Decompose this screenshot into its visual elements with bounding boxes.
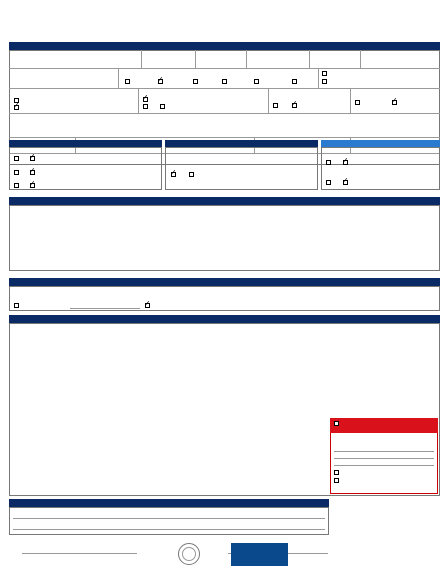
- regsecret-checkbox[interactable]: [322, 71, 327, 76]
- service-nej-checkbox[interactable]: [143, 104, 148, 109]
- kontroll-header: [9, 315, 440, 323]
- system-ja-checkbox[interactable]: [14, 303, 19, 308]
- fuel-diesel-check: ✓: [158, 77, 164, 83]
- service-ja-check: ✓: [143, 95, 149, 101]
- rost-ja-checkbox[interactable]: [14, 183, 19, 188]
- garanti-salj-header: [165, 140, 318, 147]
- timing-nej-check: ✓: [14, 103, 20, 109]
- kondition-box: [9, 205, 440, 271]
- fuel-bensin-checkbox[interactable]: [125, 79, 130, 84]
- service-notdone-checkbox[interactable]: [160, 104, 165, 109]
- nybil-nej-check: ✓: [30, 154, 36, 160]
- noteringar-header: [9, 499, 329, 507]
- uppkop-ja-checkbox[interactable]: [326, 160, 331, 165]
- uppkop2-nej-check: ✓: [343, 178, 349, 184]
- noteringar-box: [9, 507, 329, 535]
- seal-icon: [178, 543, 200, 565]
- fakta-header: [9, 42, 440, 50]
- regsecret-ja-checkbox[interactable]: [322, 79, 327, 84]
- fuel-laddhybrid-checkbox[interactable]: [254, 79, 259, 84]
- bg-ja-check: ✓: [171, 170, 177, 176]
- nybil-ja-checkbox[interactable]: [14, 156, 19, 161]
- garanti-tillverkare-header: [9, 140, 162, 147]
- repair-header: [330, 418, 438, 433]
- gear-manuell-check: ✓: [392, 98, 398, 104]
- repair-notraffic-checkbox[interactable]: [334, 470, 339, 475]
- repair-dangerous-checkbox[interactable]: [334, 478, 339, 483]
- repair-checkbox[interactable]: [334, 421, 339, 426]
- uppkop-nej-check: ✓: [343, 158, 349, 164]
- journal-nej-check: ✓: [292, 101, 298, 107]
- uppkop2-ja-checkbox[interactable]: [326, 180, 331, 185]
- journal-ja-checkbox[interactable]: [273, 103, 278, 108]
- uppkopplade-box: [321, 147, 440, 190]
- bg-nej-checkbox[interactable]: [189, 172, 194, 177]
- fuel-hybrid-checkbox[interactable]: [222, 79, 227, 84]
- fuel-el-checkbox[interactable]: [193, 79, 198, 84]
- systemkontroll-header: [9, 278, 440, 286]
- rost-nej-check: ✓: [30, 181, 36, 187]
- garanti-salj-box: [165, 147, 318, 190]
- system-nej-check: ✓: [145, 301, 151, 307]
- vagn-nej-check: ✓: [30, 168, 36, 174]
- vagn-ja-checkbox[interactable]: [14, 170, 19, 175]
- gear-automat-checkbox[interactable]: [355, 100, 360, 105]
- kondition-header: [9, 197, 440, 205]
- konsumentverket-logo: [231, 543, 288, 566]
- uppkopplade-header: [321, 140, 440, 147]
- fuel-gas-checkbox[interactable]: [292, 79, 297, 84]
